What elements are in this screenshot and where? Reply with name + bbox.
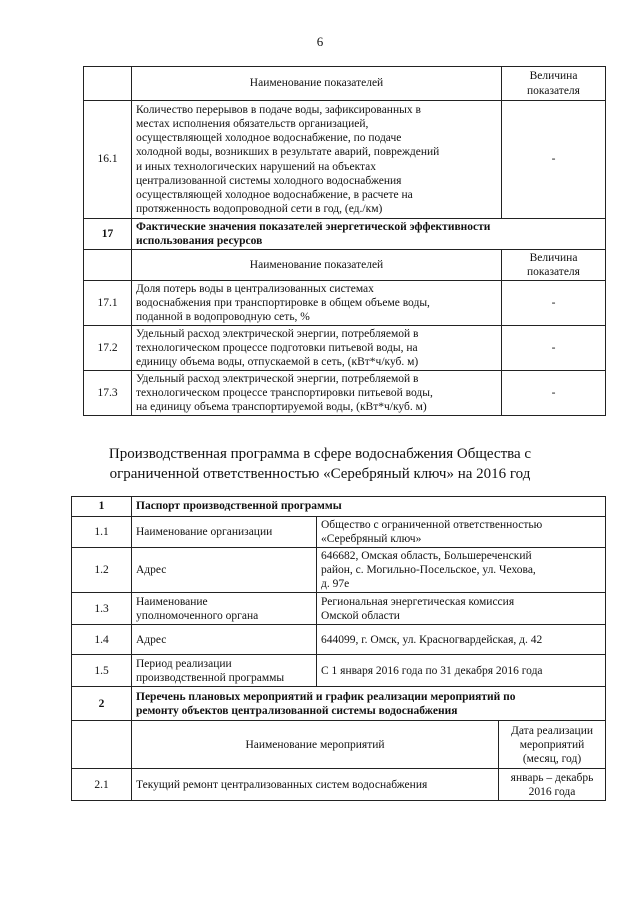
row-label (132, 593, 317, 625)
section-title-line2: ремонту объектов централизованной системы водоснабжения (136, 704, 458, 717)
header-num-cell (84, 67, 132, 101)
header-name-cell: Наименование показателей (132, 250, 502, 281)
text-line: производственной программы (136, 671, 285, 684)
header-value-line2: показателя (527, 266, 580, 279)
section-title-line1: Перечень плановых мероприятий и график реализации мероприятий по (136, 690, 516, 703)
text-line: «Серебряный ключ» (321, 533, 422, 546)
row-number: 16.1 (84, 101, 132, 219)
activity-date (499, 769, 606, 801)
text-line: единицу объема воды, отпускаемой в сеть, (кВт*ч/куб. м) (136, 356, 419, 369)
text-line: централизованной системы холодного водоснабжения (136, 174, 402, 187)
program-heading-line2: ограниченной ответственностью «Серебряный ключ» на 2016 год (109, 465, 531, 482)
text-line: местах исполнения обязательств организацией, (136, 118, 369, 131)
indicator-value: - (502, 101, 606, 219)
text-line: 646682, Омская область, Большереченский (321, 550, 532, 563)
text-line: 2016 года (528, 785, 576, 798)
text-line: поданной в водопроводную сеть, % (136, 311, 310, 324)
text-line: и иных технологических нарушений на объектах (136, 160, 377, 173)
text-line: осуществляющей холодное водоснабжение, по подаче (136, 132, 402, 145)
row-label: Адрес (132, 548, 317, 593)
row-value: 644099, г. Омск, ул. Красногвардейская, д. 42 (317, 625, 606, 655)
section-title: Паспорт производственной программы (132, 497, 606, 517)
row-number: 1.5 (72, 655, 132, 687)
text-line: (месяц, год) (522, 752, 582, 765)
program-passport-table (71, 496, 606, 801)
indicator-name (132, 101, 502, 219)
table-row-17-3 (84, 371, 606, 416)
table-row-16-1 (84, 101, 606, 219)
text-line: район, с. Могильно-Посельское, ул. Чехова, (321, 564, 536, 577)
indicator-value: - (502, 326, 606, 371)
table-header-row (84, 250, 606, 281)
program-heading (0, 445, 640, 484)
table-row-17-2 (84, 326, 606, 371)
row-number: 2.1 (72, 769, 132, 801)
row-number: 17.3 (84, 371, 132, 416)
table-header-row (84, 67, 606, 101)
text-line: Удельный расход электрической энергии, потребляемой в (136, 328, 419, 341)
text-line: Региональная энергетическая комиссия (321, 595, 515, 608)
text-line: Удельный расход электрической энергии, потребляемой в (136, 373, 419, 386)
row-number: 17.1 (84, 281, 132, 326)
row-number: 1.2 (72, 548, 132, 593)
table-header-row (72, 721, 606, 769)
header-value-line2: показателя (527, 84, 580, 97)
header-name-cell: Наименование показателей (132, 67, 502, 101)
text-line: холодной воды, возникших в результате аварий, повреждений (136, 146, 440, 159)
header-num-cell (72, 721, 132, 769)
text-line: технологическом процессе подготовки питьевой воды, на (136, 342, 418, 355)
indicators-table (83, 66, 606, 416)
text-line: Омской области (321, 609, 400, 622)
text-line: д. 97е (321, 578, 350, 591)
program-heading-line1: Производственная программа в сфере водоснабжения Общества с (108, 446, 532, 462)
row-number: 1.4 (72, 625, 132, 655)
text-line: уполномоченного органа (136, 609, 259, 622)
page-number: 6 (316, 34, 324, 49)
text-line: январь – декабрь (510, 771, 594, 784)
header-value-line1: Величина (529, 252, 578, 265)
indicator-name (132, 326, 502, 371)
table-row-1-2 (72, 548, 606, 593)
table-row-2-1 (72, 769, 606, 801)
header-name-cell: Наименование мероприятий (132, 721, 499, 769)
text-line: на единицу объема транспортируемой воды, (кВт*ч/куб. м) (136, 401, 427, 414)
text-line: мероприятий (519, 738, 585, 751)
text-line: Количество перерывов в подаче воды, зафиксированных в (136, 104, 421, 117)
section-number: 17 (84, 219, 132, 250)
row-number: 17.2 (84, 326, 132, 371)
row-value (317, 548, 606, 593)
text-line: водоснабжения при транспортировке в общем объеме воды, (136, 297, 430, 310)
row-value (317, 517, 606, 548)
text-line: Дата реализации (511, 724, 593, 737)
row-number: 1.3 (72, 593, 132, 625)
indicator-name (132, 371, 502, 416)
row-label: Наименование организации (132, 517, 317, 548)
header-value-cell (502, 67, 606, 101)
row-label: Адрес (132, 625, 317, 655)
indicator-name (132, 281, 502, 326)
header-date-cell (499, 721, 606, 769)
section-row-2 (72, 687, 606, 721)
section-row-17 (84, 219, 606, 250)
row-number: 1.1 (72, 517, 132, 548)
text-line: Наименование (136, 595, 208, 608)
activity-name: Текущий ремонт централизованных систем водоснабжения (132, 769, 499, 801)
indicator-value: - (502, 371, 606, 416)
text-line: Доля потерь воды в централизованных системах (136, 283, 374, 296)
row-value: С 1 января 2016 года по 31 декабря 2016 года (317, 655, 606, 687)
header-value-line1: Величина (529, 70, 578, 83)
section-number: 1 (72, 497, 132, 517)
text-line: осуществляющей холодное водоснабжение, в расчете на (136, 188, 413, 201)
section-title-line1: Фактические значения показателей энергетической эффективности (136, 221, 491, 233)
section-row-1 (72, 497, 606, 517)
table-row-1-4 (72, 625, 606, 655)
header-num-cell (84, 250, 132, 281)
text-line: Период реализации (136, 657, 232, 670)
text-line: Общество с ограниченной ответственностью (321, 519, 543, 531)
header-value-cell (502, 250, 606, 281)
row-value (317, 593, 606, 625)
table-row-1-3 (72, 593, 606, 625)
indicator-value: - (502, 281, 606, 326)
text-line: технологическом процессе транспортировки питьевой воды, (136, 387, 433, 400)
section-number: 2 (72, 687, 132, 721)
section-title-line2: использования ресурсов (136, 235, 263, 248)
section-title (132, 687, 606, 721)
table-row-1-1 (72, 517, 606, 548)
table-row-17-1 (84, 281, 606, 326)
text-line: протяженность водопроводной сети в год, (ед./км) (136, 202, 383, 215)
table-row-1-5 (72, 655, 606, 687)
section-title (132, 219, 606, 250)
row-label (132, 655, 317, 687)
